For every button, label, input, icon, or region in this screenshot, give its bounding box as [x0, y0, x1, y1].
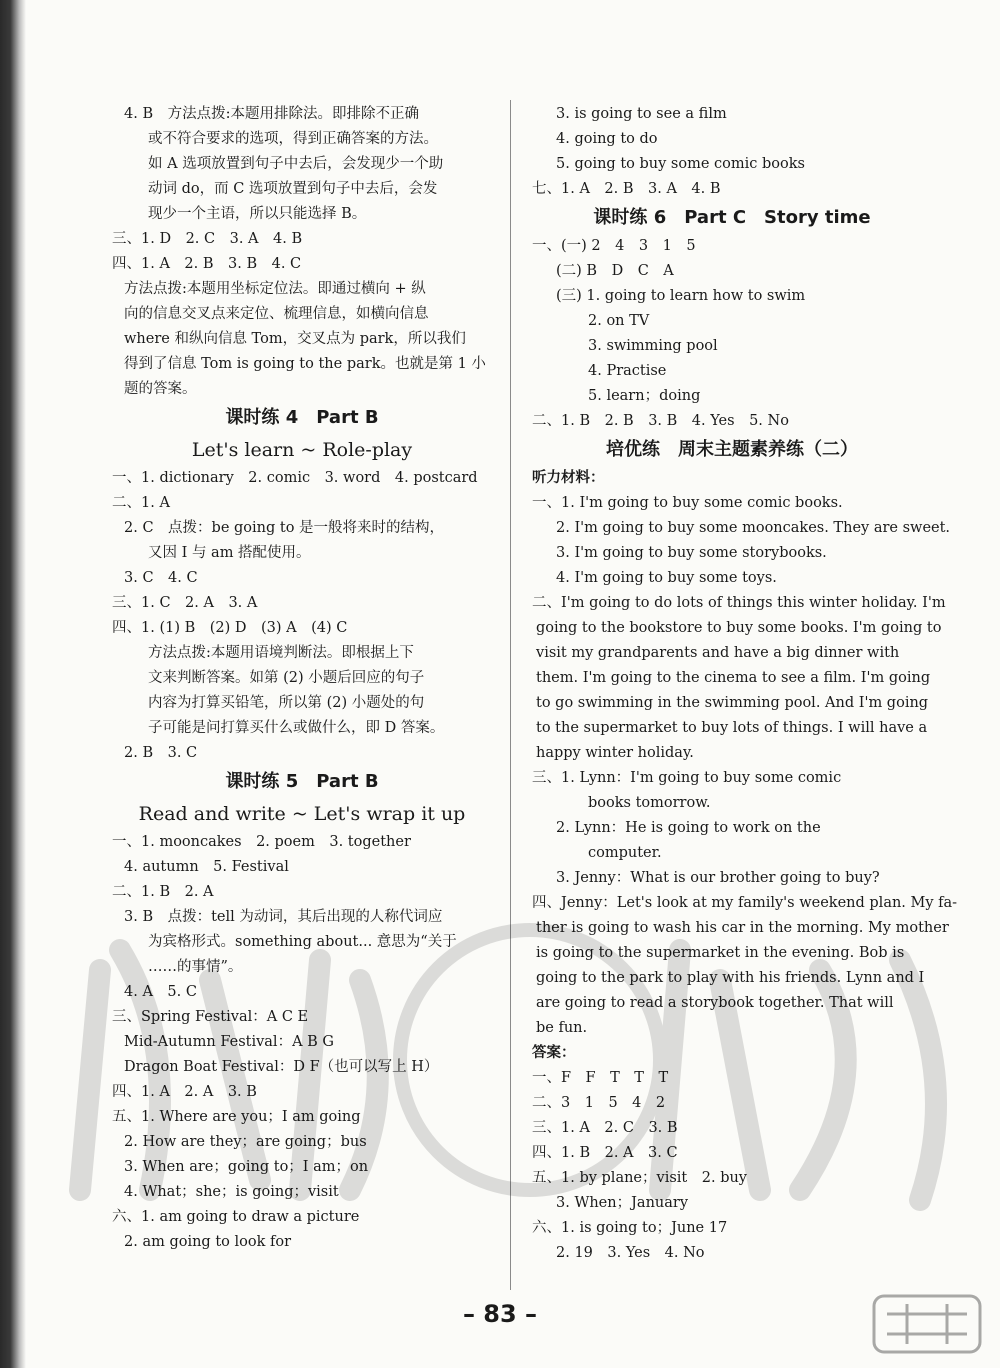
answer-line: 三、1. D 2. C 3. A 4. B: [112, 231, 303, 247]
section-heading: 课时练 5 Part B: [225, 771, 379, 792]
answer-line: to the supermarket to buy lots of things. I will have a: [536, 720, 928, 736]
answer-line: visit my grandparents and have a big dinner with: [536, 645, 900, 661]
page-number: – 83 –: [462, 1300, 538, 1328]
answer-line: 3. swimming pool: [588, 338, 718, 354]
answer-line: 一、1. dictionary 2. comic 3. word 4. postcard: [112, 470, 478, 486]
answer-line: 4. B 方法点拨:本题用排除法。即排除不正确: [124, 106, 419, 122]
answer-line: 七、1. A 2. B 3. A 4. B: [532, 181, 721, 197]
answer-line: 六、1. am going to draw a picture: [112, 1209, 360, 1225]
answer-line: 方法点拨:本题用坐标定位法。即通过横向 + 纵: [124, 281, 426, 297]
answer-line: 向的信息交叉点来定位、梳理信息，如横向信息: [124, 306, 429, 322]
answer-line: 3. When；January: [556, 1195, 689, 1211]
section-subheading: Read and write ~ Let's wrap it up: [138, 803, 466, 825]
answer-line: them. I'm going to the cinema to see a film. I'm going: [536, 670, 931, 686]
answer-line: 三、1. A 2. C 3. B: [532, 1120, 678, 1136]
scan-edge-shadow: [0, 0, 26, 1368]
section-subheading: Let's learn ~ Role-play: [191, 439, 413, 461]
answer-line: 5. going to buy some comic books: [556, 156, 805, 172]
answer-line: 题的答案。: [124, 381, 197, 397]
answer-line: 5. learn；doing: [588, 388, 701, 404]
answer-line: 文来判断答案。如第 (2) 小题后回应的句子: [148, 670, 425, 686]
answer-line: 二、3 1 5 4 2: [532, 1095, 666, 1111]
column-divider: [510, 100, 511, 1290]
answer-line: 四、1. A 2. A 3. B: [112, 1084, 257, 1100]
answer-line: 五、1. by plane；visit 2. buy: [532, 1170, 748, 1186]
answer-line: 二、1. A: [112, 495, 170, 511]
answer-line: computer.: [588, 845, 662, 861]
answer-line: 4. Practise: [588, 363, 667, 379]
answer-line: Mid-Autumn Festival：A B G: [124, 1034, 334, 1050]
answer-line: 3. I'm going to buy some storybooks.: [556, 545, 827, 561]
answer-line: 二、1. B 2. A: [112, 884, 214, 900]
answer-line: books tomorrow.: [588, 795, 711, 811]
answer-line: 2. am going to look for: [124, 1234, 292, 1250]
answer-line: 答案：: [532, 1045, 576, 1061]
answer-line: 听力材料：: [532, 470, 605, 486]
answer-line: 方法点拨:本题用语境判断法。即根据上下: [148, 645, 414, 661]
answer-line: 子可能是问打算买什么或做什么，即 D 答案。: [148, 720, 445, 736]
right-column: [532, 102, 958, 1266]
answer-line: 二、1. B 2. B 3. B 4. Yes 5. No: [532, 413, 789, 429]
answer-line: 或不符合要求的选项，得到正确答案的方法。: [148, 131, 438, 147]
answer-line: ……的事情”。: [148, 959, 243, 975]
answer-line: 三、1. C 2. A 3. A: [112, 595, 258, 611]
answer-line: going to the bookstore to buy some books. I'm going to: [536, 620, 942, 636]
answer-line: 得到了信息 Tom is going to the park。也就是第 1 小: [124, 356, 486, 372]
answer-line: 为宾格形式。something about... 意思为“关于: [148, 934, 457, 950]
answer-line: 现少一个主语，所以只能选择 B。: [148, 206, 367, 222]
answer-line: 内容为打算买铅笔，所以第 (2) 小题处的句: [148, 695, 425, 711]
answer-line: is going to the supermarket in the evening. Bob is: [536, 945, 905, 961]
answer-line: 一、1. mooncakes 2. poem 3. together: [112, 834, 411, 850]
answer-line: 2. I'm going to buy some mooncakes. They are sweet.: [556, 520, 951, 536]
answer-line: 4. I'm going to buy some toys.: [556, 570, 777, 586]
answer-line: Dragon Boat Festival：D F（也可以写上 H）: [124, 1059, 439, 1075]
section-heading: 培优练 周末主题素养练（二）: [606, 439, 858, 460]
answer-line: 4. going to do: [556, 131, 658, 147]
answer-line: where 和纵向信息 Tom，交叉点为 park，所以我们: [124, 331, 466, 347]
answer-line: 3. is going to see a film: [556, 106, 727, 122]
answer-line: 4. What；she；is going；visit: [124, 1184, 339, 1200]
answer-line: 2. C 点拨：be going to 是一般将来时的结构，: [124, 520, 445, 536]
answer-line: 三、1. Lynn：I'm going to buy some comic: [532, 770, 842, 786]
answer-line: ther is going to wash his car in the morning. My mother: [536, 920, 949, 936]
answer-line: 二、I'm going to do lots of things this winter holiday. I'm: [532, 595, 946, 611]
answer-line: 动词 do，而 C 选项放置到句子中去后，会发: [148, 181, 438, 197]
answer-line: 一、F F T T T: [532, 1070, 669, 1086]
answer-line: 如 A 选项放置到句子中去后，会发现少一个助: [148, 156, 444, 172]
answer-line: 四、1. (1) B (2) D (3) A (4) C: [112, 620, 348, 636]
answer-line: 4. autumn 5. Festival: [124, 859, 289, 875]
answer-line: 四、1. A 2. B 3. B 4. C: [112, 256, 302, 272]
section-heading: 课时练 6 Part C Story time: [593, 207, 871, 228]
answer-line: 2. Lynn：He is going to work on the: [556, 820, 821, 836]
answer-line: to go swimming in the swimming pool. And I'm going: [536, 695, 929, 711]
answer-line: 3. Jenny：What is our brother going to buy?: [556, 870, 880, 886]
section-heading: 课时练 4 Part B: [225, 407, 379, 428]
answer-line: 一、(一) 2 4 3 1 5: [532, 238, 696, 254]
answer-line: (二) B D C A: [556, 263, 674, 279]
site-logo-icon: [872, 1294, 982, 1354]
answer-line: 2. on TV: [588, 313, 650, 329]
answer-line: 3. C 4. C: [124, 570, 198, 586]
answer-line: are going to read a storybook together. That will: [536, 995, 894, 1011]
answer-line: 3. B 点拨：tell 为动词，其后出现的人称代词应: [124, 909, 443, 925]
answer-line: 四、1. B 2. A 3. C: [532, 1145, 678, 1161]
answer-line: (三) 1. going to learn how to swim: [556, 288, 806, 304]
answer-line: 四、Jenny：Let's look at my family's weekend plan. My fa-: [532, 895, 958, 911]
answer-line: be fun.: [536, 1020, 588, 1036]
answer-line: 五、1. Where are you；I am going: [112, 1109, 361, 1125]
answer-line: happy winter holiday.: [536, 745, 694, 761]
answer-line: 3. When are；going to；I am；on: [124, 1159, 369, 1175]
left-column: [112, 102, 492, 1255]
answer-line: going to the park to play with his friends. Lynn and I: [536, 970, 925, 986]
answer-line: 2. How are they；are going；bus: [124, 1134, 367, 1150]
answer-line: 又因 I 与 am 搭配使用。: [148, 545, 311, 561]
answer-line: 一、1. I'm going to buy some comic books.: [532, 495, 843, 511]
answer-line: 2. B 3. C: [124, 745, 198, 761]
answer-line: 4. A 5. C: [124, 984, 197, 1000]
answer-line: 2. 19 3. Yes 4. No: [556, 1245, 705, 1261]
answer-line: 三、Spring Festival：A C E: [112, 1009, 309, 1025]
answer-line: 六、1. is going to；June 17: [532, 1220, 728, 1236]
